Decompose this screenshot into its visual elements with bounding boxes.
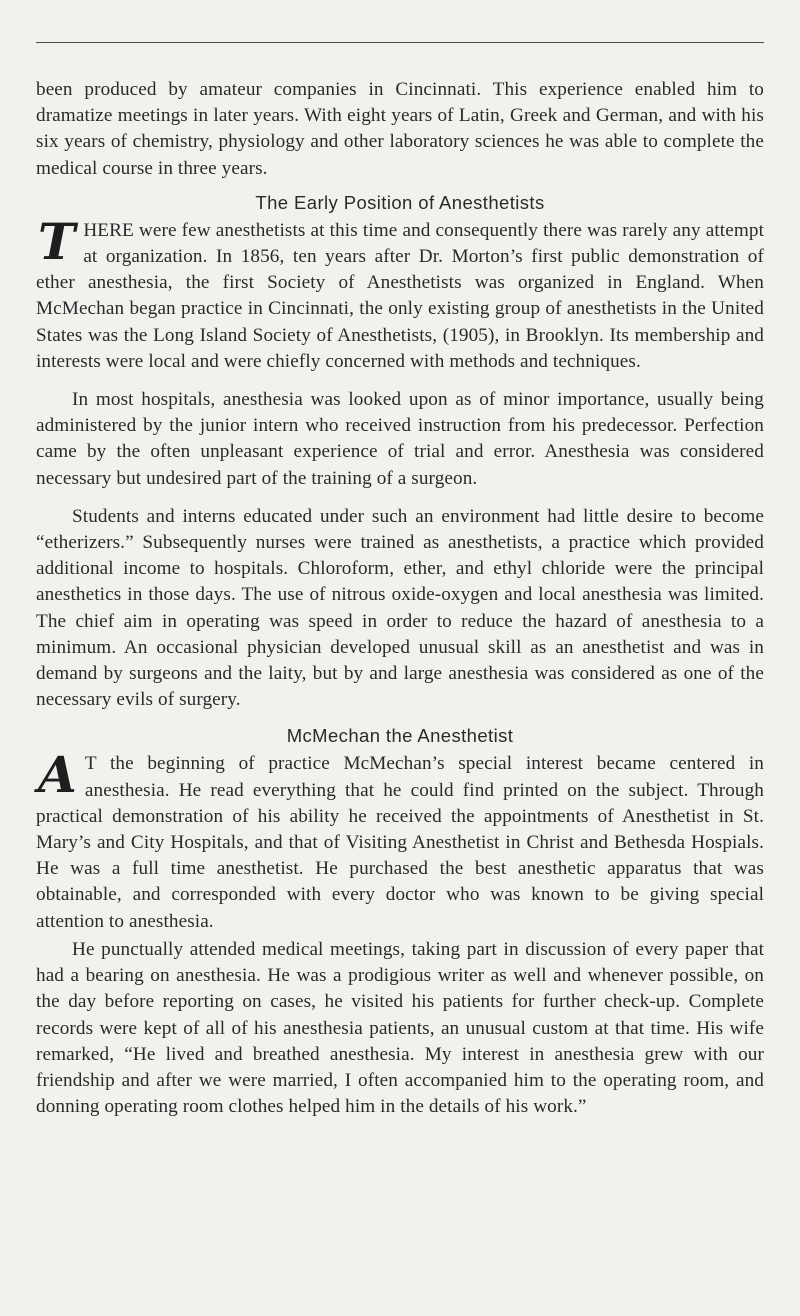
section-heading-mcmechan: McMechan the Anesthetist bbox=[286, 725, 514, 747]
page-body bbox=[36, 77, 764, 1120]
section1-paragraph-1-text: HERE were few anesthetists at this time and consequently there was rarely any attempt at organization. In 1856, ten years after Dr. Morton’s first public demonstration of ether anesthesia, the first Society of Anesthetists was organized in England. When McMechan began practice in Cincinnati, the only existing group of anesthetists in the United States was the Long Island Society of Anesthetists, (1905), in Brooklyn. Its membership and interests were local and were chiefly concerned with methods and techniques. bbox=[36, 219, 764, 372]
top-rule bbox=[36, 42, 764, 43]
section1-paragraph-3: Students and interns educated under such an environment had little desire to become “etherizers.” Subsequently nurses were trained as anesthetists, a practice which provided additional income to hospitals. Chloroform, ether, and ethyl chloride were the principal anesthetics in those days. The use of nitrous oxide-oxygen and local anesthesia was limited. The chief aim in operating was speed in order to reduce the hazard of anesthesia to a minimum. An occasional physician developed unusual skill as an anesthetist and was in demand by surgeons and the laity, but by and large anesthesia was considered as one of the necessary evils of surgery. bbox=[36, 505, 764, 711]
section1-paragraph-2: In most hospitals, anesthesia was looked upon as of minor importance, usually being administered by the junior intern who received instruction from his predecessor. Perfection came by the often unpleasant experience of trial and error. Anesthesia was considered necessary but undesired part of the training of a surgeon. bbox=[36, 389, 764, 489]
section2-paragraph-1 bbox=[36, 745, 764, 934]
section-heading-early-position: The Early Position of Anesthetists bbox=[255, 191, 545, 213]
section2-paragraph-2: He punctually attended medical meetings, taking part in discussion of every paper that had a bearing on anesthesia. He was a prodigious writer as well and whenever possible, on the day before reporting on cases, he visited his patients for further check-up. Complete records were kept of all of his anesthesia patients, an unusual custom at that time. His wife remarked, “He lived and breathed anesthesia. My interest in anesthesia grew with our friendship and after we were married, I often accompanied him to the operating room, and donning operating room clothes helped him in the details of his work.” bbox=[36, 938, 764, 1118]
dropcap-t: T bbox=[38, 211, 76, 271]
intro-paragraph: been produced by amateur companies in Cincinnati. This experience enabled him to dramatize meetings in later years. With eight years of Latin, Greek and German, and with his six years of chemistry, physiology and other laboratory sciences he was able to complete the medical course in three years. bbox=[36, 79, 764, 179]
dropcap-a: A bbox=[38, 745, 77, 805]
section2-paragraph-1-text: T the beginning of practice McMechan’s special interest became centered in anesthesia. He read everything that he could find printed on the subject. Through practical demonstration of his ability he received the appointments of Anesthetist in St. Mary’s and City Hospitals, and that of Visiting Anesthetist in Christ and Bethesda Hospials. He was a full time anesthetist. He purchased the best anesthetic apparatus that was obtainable, and corresponded with every doctor who was known to be giving special attention to anesthesia. bbox=[36, 753, 764, 932]
section1-paragraph-1 bbox=[36, 211, 764, 375]
